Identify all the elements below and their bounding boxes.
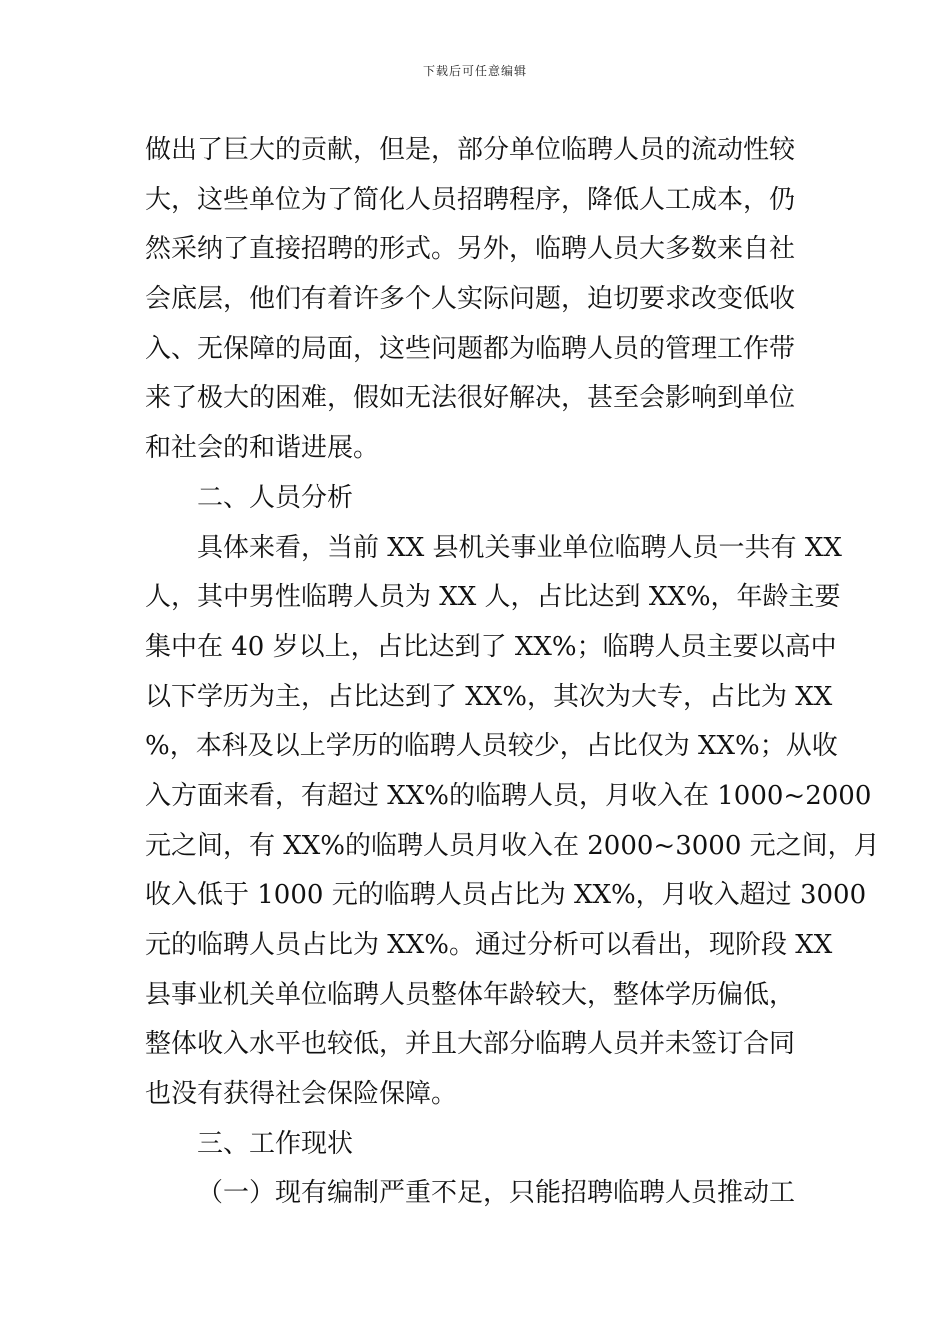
text-line: 县事业机关单位临聘人员整体年龄较大，整体学历偏低， [145,979,796,1010]
text-line: 元的临聘人员占比为 XX%。通过分析可以看出，现阶段 XX [145,930,833,960]
text-line: 入方面来看，有超过 XX%的临聘人员，月收入在 1000~2000 [145,780,872,811]
text-line: 做出了巨大的贡献，但是，部分单位临聘人员的流动性较 [145,135,796,165]
text-line: 也没有获得社会保险保障。 [145,1079,458,1110]
text-line: 整体收入水平也较低，并且大部分临聘人员并未签订合同 [145,1029,796,1060]
text-line: 和社会的和谐进展。 [145,433,380,464]
text-line: 具体来看，当前 XX 县机关事业单位临聘人员一共有 XX [197,532,842,563]
section-heading: 三、工作现状 [197,1128,354,1159]
text-line: 人，其中男性临聘人员为 XX 人，占比达到 XX%，年龄主要 [145,582,841,613]
text-line: 来了极大的困难，假如无法很好解决，甚至会影响到单位 [145,383,796,414]
text-line: %，本科及以上学历的临聘人员较少，占比仅为 XX%；从收 [145,731,838,762]
section-heading: 二、人员分析 [197,482,354,513]
text-line: 入、无保障的局面，这些问题都为临聘人员的管理工作带 [145,333,796,364]
page-header: 下载后可任意编辑 [422,64,527,78]
text-line: 大，这些单位为了简化人员招聘程序，降低人工成本，仍 [145,184,796,215]
sub-heading: （一）现有编制严重不足，只能招聘临聘人员推动工 [197,1178,796,1209]
text-line: 集中在 40 岁以上，占比达到了 XX%；临聘人员主要以高中 [145,631,837,662]
document-body [145,126,880,1219]
text-line: 元之间，有 XX%的临聘人员月收入在 2000~3000 元之间，月 [145,830,880,861]
text-line: 然采纳了直接招聘的形式。另外，临聘人员大多数来自社 [145,234,796,265]
text-line: 收入低于 1000 元的临聘人员占比为 XX%，月收入超过 3000 [145,880,867,911]
text-line: 以下学历为主，占比达到了 XX%，其次为大专，占比为 XX [145,681,833,712]
text-line: 会底层，他们有着许多个人实际问题，迫切要求改变低收 [145,284,796,315]
